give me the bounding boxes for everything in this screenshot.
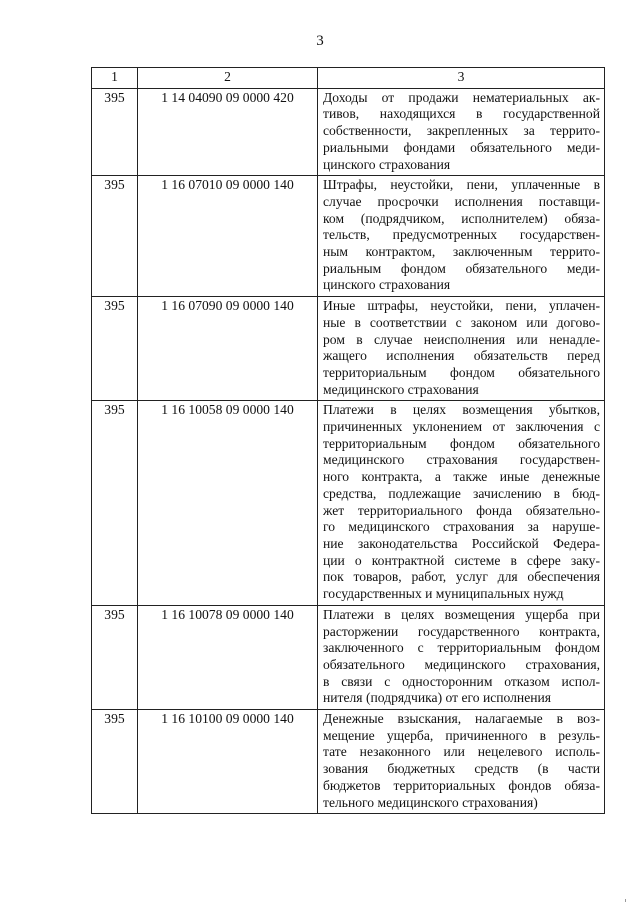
table-row [92, 605, 605, 709]
description-line: тельств, предусмотренных государствен- [323, 227, 600, 243]
revenue-description-cell [318, 605, 605, 709]
description-line: бюджетов территориальных фондов обяза- [323, 777, 600, 793]
table-row [92, 401, 605, 605]
description-line: ные в соответствии с законом или догово- [323, 314, 600, 330]
description-line: государственных и муниципальных нужд [323, 586, 564, 602]
description-line: жет территориального фонда обязательно- [323, 502, 600, 518]
description-line: риальным фондом обязательного меди- [323, 260, 600, 276]
description-line: ным контрактом, заключенным террито- [323, 244, 600, 260]
description-line: цинского страхования [323, 277, 451, 293]
budget-classification-code-cell: 1 16 07010 09 0000 140 [138, 176, 318, 297]
column-header: 2 [138, 68, 318, 89]
revenue-description-cell [318, 710, 605, 814]
description-line: Платежи в целях возмещения убытков, [323, 402, 600, 418]
table-row [92, 710, 605, 814]
description-line: ком (подрядчиком, исполнителем) обяза- [323, 210, 600, 226]
revenue-description-cell [318, 176, 605, 297]
description-line: причиненных уклонением от заключения с [323, 419, 600, 435]
description-line: расторжении государственного контракта, [323, 623, 600, 639]
description-line: обязательного медицинского страхования, [323, 656, 600, 672]
description-line: пок товаров, работ, услуг для обеспечения [323, 569, 600, 585]
description-line: ции о контрактной системе в сфере заку- [323, 552, 600, 568]
description-line: территориальным фондом обязательного [323, 435, 600, 451]
table-body [92, 88, 605, 814]
description-line: случае просрочки исполнения поставщи- [323, 193, 600, 209]
description-line: заключенного с территориальным фондом [323, 640, 600, 656]
description-line: зования бюджетных средств (в части [323, 761, 600, 777]
revenue-description-cell [318, 401, 605, 605]
description-line: тате незаконного или нецелевого исполь- [323, 744, 600, 760]
description-line: жащего исполнения обязательств перед [323, 348, 600, 364]
description-line: ного контракта, а также иные денежные [323, 469, 600, 485]
description-line: средства, подлежащие зачислению в бюд- [323, 485, 600, 501]
budget-classification-code-cell: 1 16 10058 09 0000 140 [138, 401, 318, 605]
admin-code-cell: 395 [92, 401, 138, 605]
description-line: мещение ущерба, причиненного в резуль- [323, 727, 600, 743]
description-line: собственности, закрепленных за террито- [323, 123, 600, 139]
admin-code-cell: 395 [92, 710, 138, 814]
description-line: го медицинского страхования за наруше- [323, 519, 600, 535]
budget-classification-code-cell: 1 16 10100 09 0000 140 [138, 710, 318, 814]
description-line: Денежные взыскания, налагаемые в воз- [323, 711, 600, 727]
table-row [92, 176, 605, 297]
column-header: 1 [92, 68, 138, 89]
budget-classification-code-cell: 1 16 10078 09 0000 140 [138, 605, 318, 709]
description-line: медицинского страхования [323, 381, 479, 397]
budget-codes-table [91, 67, 605, 814]
table-header-row [92, 68, 605, 89]
description-line: в связи с односторонним отказом испол- [323, 673, 600, 689]
description-line: ром в случае неисполнения или ненадле- [323, 331, 600, 347]
admin-code-cell: 395 [92, 88, 138, 176]
admin-code-cell: 395 [92, 176, 138, 297]
admin-code-cell: 395 [92, 297, 138, 401]
description-line: Иные штрафы, неустойки, пени, уплачен- [323, 298, 600, 314]
description-line: тивов, находящихся в государственной [323, 106, 600, 122]
revenue-description-cell [318, 297, 605, 401]
scan-mark [625, 899, 626, 902]
description-line: Платежи в целях возмещения ущерба при [323, 606, 600, 622]
description-line: тельного медицинского страхования) [323, 794, 538, 810]
column-header: 3 [318, 68, 605, 89]
budget-classification-code-cell: 1 14 04090 09 0000 420 [138, 88, 318, 176]
description-line: риальными фондами обязательного меди- [323, 139, 600, 155]
budget-classification-code-cell: 1 16 07090 09 0000 140 [138, 297, 318, 401]
description-line: ние законодательства Российской Федера- [323, 535, 600, 551]
description-line: территориальным фондом обязательного [323, 364, 600, 380]
revenue-description-cell [318, 88, 605, 176]
admin-code-cell: 395 [92, 605, 138, 709]
description-line: Штрафы, неустойки, пени, уплаченные в [323, 177, 600, 193]
description-line: цинского страхования [323, 156, 451, 172]
page-number: 3 [316, 33, 324, 49]
description-line: медицинского страхования государствен- [323, 452, 600, 468]
table-row [92, 297, 605, 401]
description-line: Доходы от продажи нематериальных ак- [323, 89, 600, 105]
table-row [92, 88, 605, 176]
description-line: нителя (подрядчика) от его исполнения [323, 690, 552, 706]
